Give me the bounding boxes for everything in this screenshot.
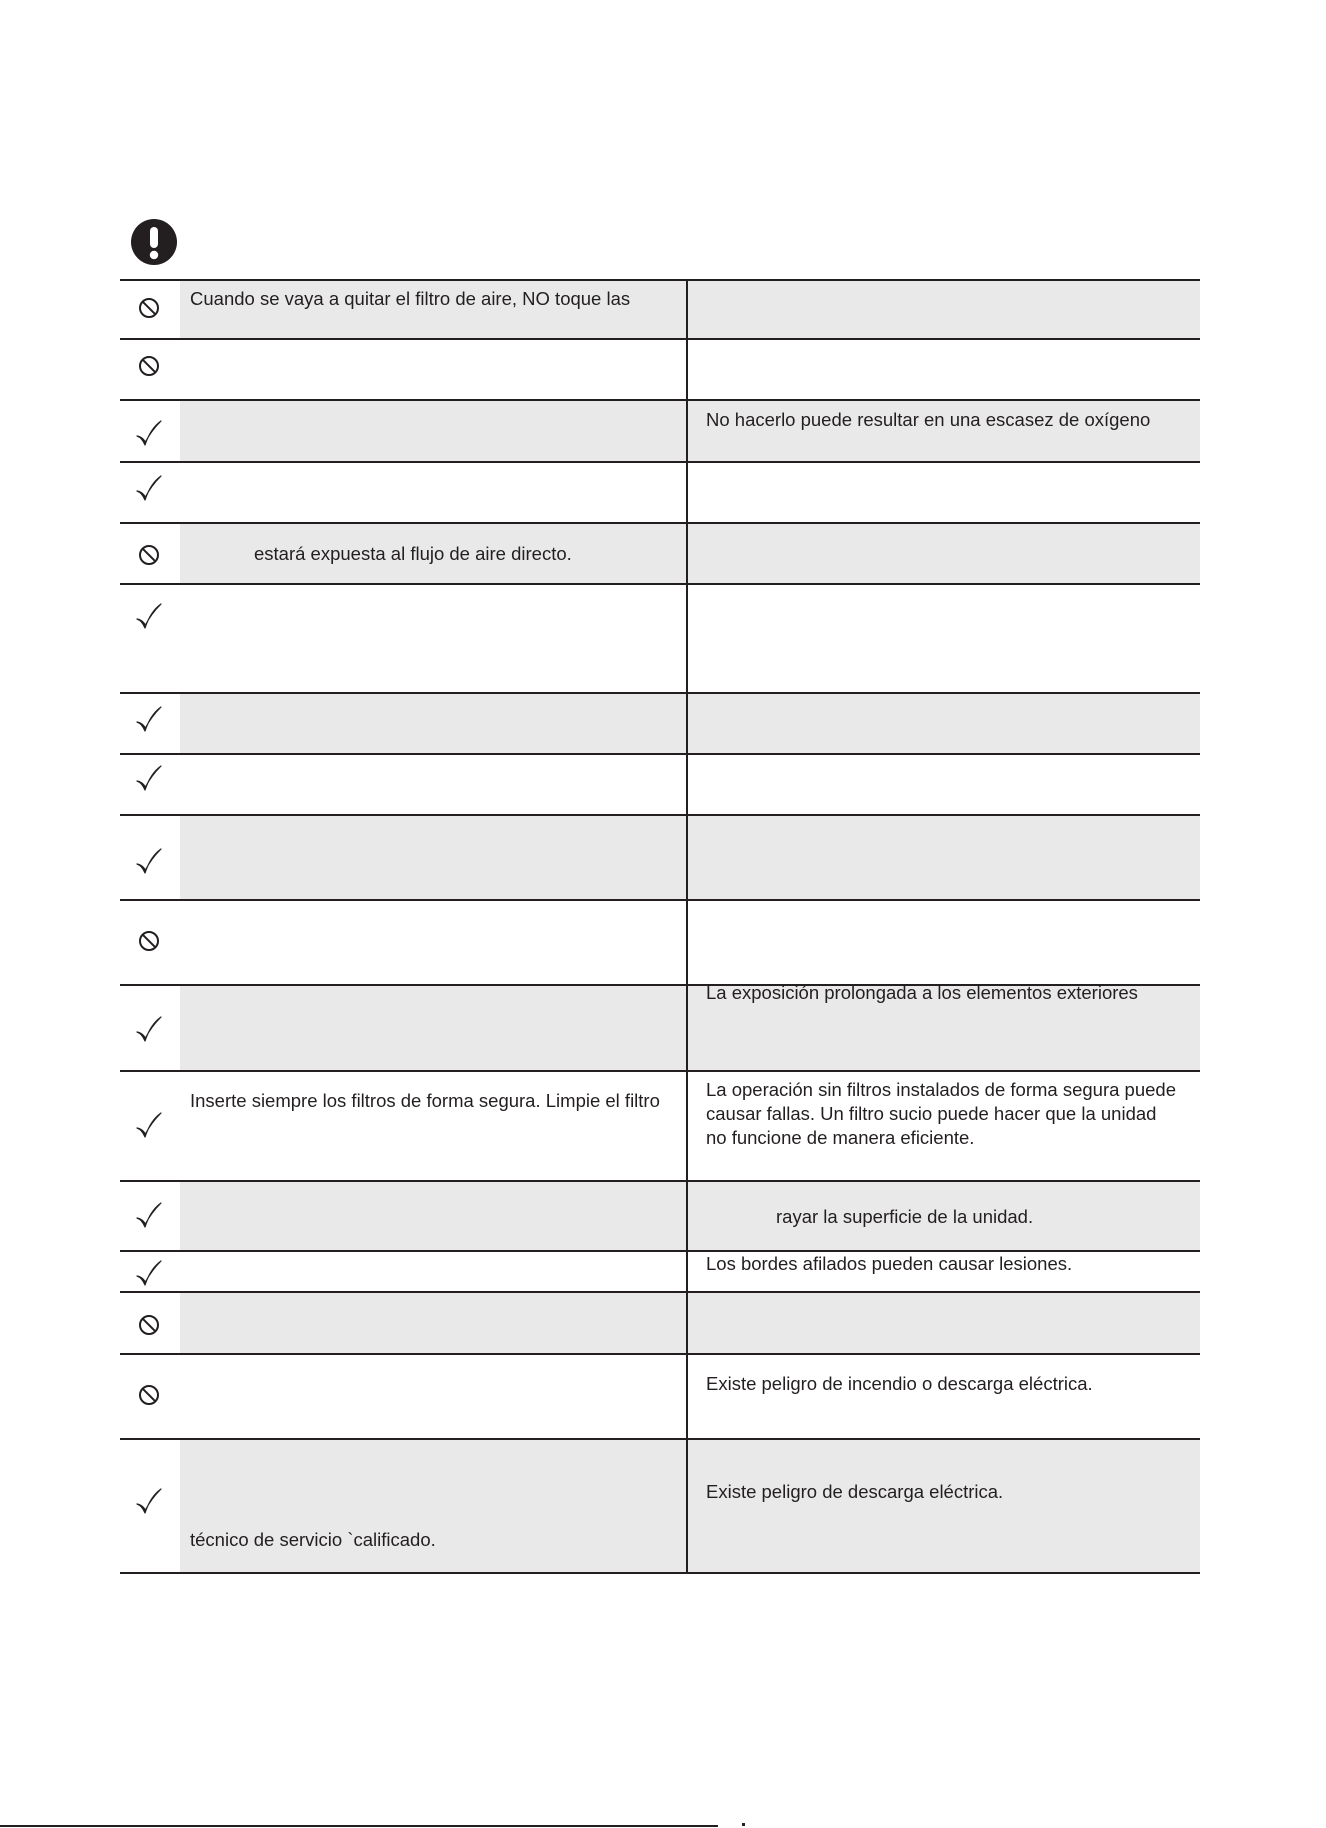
column-divider bbox=[686, 901, 688, 984]
table-row bbox=[120, 340, 1200, 401]
warning-exclamation-icon bbox=[130, 218, 178, 266]
table-row bbox=[120, 463, 1200, 524]
prohibited-icon bbox=[137, 354, 161, 378]
prohibited-icon bbox=[137, 929, 161, 953]
column-divider bbox=[686, 401, 688, 461]
table-row bbox=[120, 982, 1200, 1072]
column-divider bbox=[686, 463, 688, 522]
row-icon-cell bbox=[120, 1252, 178, 1291]
row-icon-cell bbox=[120, 1182, 178, 1250]
checkmark-icon bbox=[135, 847, 163, 877]
row-icon-cell bbox=[120, 340, 178, 399]
consequence-text: La exposición prolongada a los elementos exteriores bbox=[706, 982, 1138, 1003]
row-icon-cell bbox=[120, 281, 178, 338]
row-icon-cell bbox=[120, 986, 178, 1070]
table-row bbox=[120, 1440, 1200, 1574]
table-row bbox=[120, 1252, 1200, 1293]
column-divider bbox=[686, 1355, 688, 1438]
column-divider bbox=[686, 1293, 688, 1353]
checkmark-icon bbox=[135, 1201, 163, 1231]
checkmark-icon bbox=[135, 419, 163, 449]
checkmark-icon bbox=[135, 474, 163, 504]
row-icon-cell bbox=[120, 524, 178, 583]
row-icon-cell bbox=[120, 401, 178, 461]
prohibited-icon bbox=[137, 1383, 161, 1407]
safety-table bbox=[120, 279, 1200, 1574]
table-row bbox=[120, 901, 1200, 986]
consequence-text: Existe peligro de descarga eléctrica. bbox=[706, 1481, 1004, 1502]
column-divider bbox=[686, 1182, 688, 1250]
table-row bbox=[120, 694, 1200, 755]
column-divider bbox=[686, 1252, 688, 1291]
consequence-text: Existe peligro de incendio o descarga eléctrica. bbox=[706, 1373, 1093, 1394]
row-icon-cell bbox=[120, 1072, 178, 1180]
consequence-text: causar fallas. Un filtro sucio puede hacer que la unidad bbox=[706, 1103, 1157, 1124]
row-icon-cell bbox=[120, 463, 178, 522]
table-row bbox=[120, 1355, 1200, 1440]
footer-rule bbox=[0, 1825, 718, 1827]
column-divider bbox=[686, 281, 688, 338]
column-divider bbox=[686, 1072, 688, 1180]
column-divider bbox=[686, 585, 688, 692]
consequence-text: La operación sin filtros instalados de forma segura puede bbox=[706, 1079, 1176, 1100]
row-icon-cell bbox=[120, 585, 178, 692]
instruction-text: estará expuesta al flujo de aire directo. bbox=[254, 543, 572, 564]
row-icon-cell bbox=[120, 1355, 178, 1438]
prohibited-icon bbox=[137, 543, 161, 567]
footer-mark bbox=[742, 1823, 745, 1826]
table-row bbox=[120, 585, 1200, 694]
consequence-text: Los bordes afilados pueden causar lesiones. bbox=[706, 1253, 1073, 1274]
table-row bbox=[120, 1182, 1200, 1252]
checkmark-icon bbox=[135, 764, 163, 794]
column-divider bbox=[686, 986, 688, 1070]
table-row bbox=[120, 524, 1200, 585]
row-icon-cell bbox=[120, 901, 178, 984]
column-divider bbox=[686, 816, 688, 899]
table-row bbox=[120, 1293, 1200, 1355]
table-row bbox=[120, 755, 1200, 816]
consequence-text: No hacerlo puede resultar en una escasez de oxígeno bbox=[706, 409, 1151, 430]
table-row bbox=[120, 401, 1200, 463]
consequence-text: rayar la superficie de la unidad. bbox=[776, 1206, 1034, 1227]
checkmark-icon bbox=[135, 1015, 163, 1045]
column-divider bbox=[686, 694, 688, 753]
column-divider bbox=[686, 524, 688, 583]
table-row bbox=[120, 1072, 1200, 1182]
checkmark-icon bbox=[135, 602, 163, 632]
checkmark-icon bbox=[135, 1259, 163, 1289]
row-icon-cell bbox=[120, 816, 178, 899]
column-divider bbox=[686, 340, 688, 399]
instruction-text: técnico de servicio `calificado. bbox=[190, 1529, 436, 1550]
instruction-text: Cuando se vaya a quitar el filtro de aire, NO toque las bbox=[190, 288, 631, 309]
checkmark-icon bbox=[135, 1487, 163, 1517]
row-icon-cell bbox=[120, 1293, 178, 1353]
row-icon-cell bbox=[120, 694, 178, 753]
row-icon-cell bbox=[120, 1440, 178, 1572]
checkmark-icon bbox=[135, 1111, 163, 1141]
instruction-text: Inserte siempre los filtros de forma segura. Limpie el filtro bbox=[190, 1090, 660, 1111]
prohibited-icon bbox=[137, 1313, 161, 1337]
prohibited-icon bbox=[137, 296, 161, 320]
checkmark-icon bbox=[135, 705, 163, 735]
table-row bbox=[120, 816, 1200, 901]
row-icon-cell bbox=[120, 755, 178, 814]
consequence-text: no funcione de manera eficiente. bbox=[706, 1127, 975, 1148]
column-divider bbox=[686, 1440, 688, 1572]
table-row bbox=[120, 279, 1200, 340]
column-divider bbox=[686, 755, 688, 814]
